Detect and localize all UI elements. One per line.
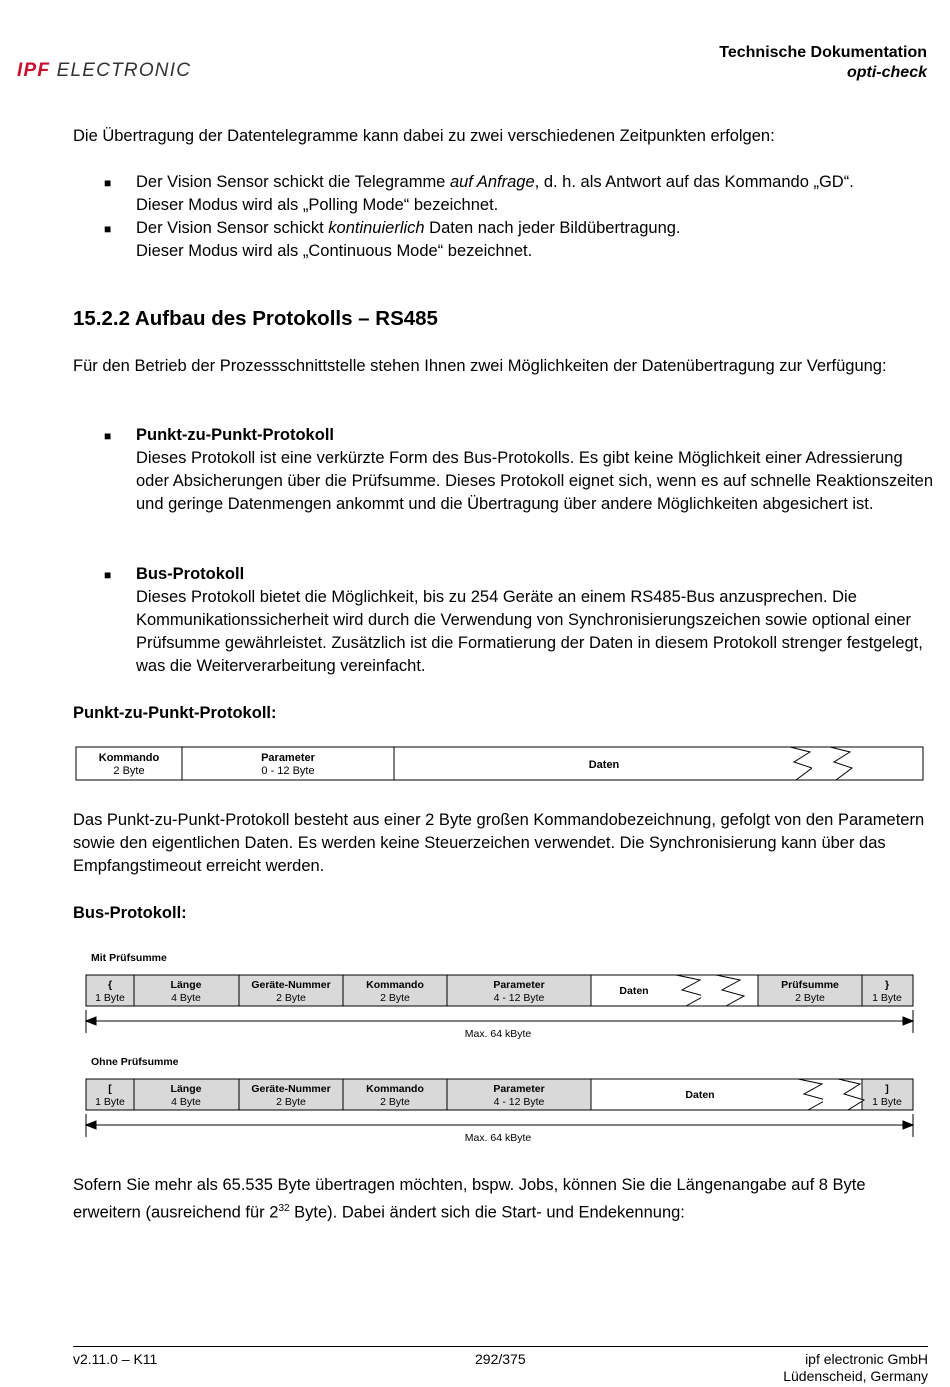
mode-item-polling: Der Vision Sensor schickt die Telegramme auf Anfrage, d. h. als Antwort auf das Kommando „GD“. Dieser Modus wird als „Polling Mode“ bezeichnet.: [136, 173, 854, 214]
p2p-cell-size: 0 - 12 Byte: [261, 765, 315, 777]
mode-item-continuous: Der Vision Sensor schickt kontinuierlich Daten nach jeder Bildübertragung. Dieser Modus wird als „Continuous Mode“ bezeichnet.: [136, 219, 681, 260]
bullet-icon: ■: [104, 222, 112, 236]
diagram-label-without-checksum: Ohne Prüfsumme: [91, 1056, 179, 1068]
diagram-label-with-checksum: Mit Prüfsumme: [91, 952, 167, 964]
bus-cell-size: 1 Byte: [95, 1096, 125, 1108]
bus-cell-size: 4 Byte: [171, 992, 201, 1004]
p2p-cell-size: 2 Byte: [113, 765, 145, 777]
intro-paragraph: Die Übertragung der Datentelegramme kann dabei zu zwei verschiedenen Zeitpunkten erfolgen:: [73, 127, 775, 145]
bus-cell-name: [: [108, 1083, 112, 1095]
span-label: Max. 64 kByte: [464, 1028, 532, 1040]
bus-cell-size: 2 Byte: [795, 992, 825, 1004]
p2p-heading: Punkt-zu-Punkt-Protokoll:: [73, 704, 277, 722]
bus-cell-size: 2 Byte: [380, 1096, 410, 1108]
p2p-cell-name: Daten: [588, 759, 620, 771]
bus-cell-name: Länge: [170, 1083, 202, 1095]
bus-cell-name: Prüfsumme: [781, 979, 839, 991]
bus-cell-size: 4 - 12 Byte: [493, 992, 545, 1004]
bus-cell-name: Geräte-Nummer: [251, 979, 331, 991]
logo-brand: IPF: [17, 60, 51, 81]
footer-divider: [73, 1346, 928, 1347]
closing-paragraph: Sofern Sie mehr als 65.535 Byte übertragen möchten, bspw. Jobs, können Sie die Längenangabe auf 8 Byte erweitern (ausreichend für $2^{32}$ Byte). Dabei ändert sich die Start- und Endekennung:: [73, 1176, 866, 1222]
bus-cell-size: 4 Byte: [171, 1096, 201, 1108]
bus-cell-size: 4 - 12 Byte: [493, 1096, 545, 1108]
section-heading: 15.2.2 Aufbau des Protokolls – RS485: [73, 307, 438, 330]
protocol-title: Bus-Protokoll: [136, 565, 245, 583]
p2p-cell-name: Parameter: [261, 752, 315, 764]
p2p-description: Das Punkt-zu-Punkt-Protokoll besteht aus einer 2 Byte großen Kommandobezeichnung, gefolgt von den Parametern sowie den eigentlichen Daten. Es werden keine Steuerzeichen verwendet. Die Synchronisierung kann über das Empfangstimeout erreicht werden.: [73, 811, 925, 875]
bullet-icon: ■: [104, 429, 112, 443]
document-title: Technische Dokumentation: [719, 44, 927, 61]
bus-cell-name: Kommando: [366, 1083, 424, 1095]
bus-row-without-checksum: [86, 1079, 913, 1110]
bullet-icon: ■: [104, 568, 112, 582]
bus-cell-name: Parameter: [493, 1083, 545, 1095]
bus-cell-name: Parameter: [493, 979, 545, 991]
protocol-title: Punkt-zu-Punkt-Protokoll: [136, 426, 334, 444]
bus-cell-name: Daten: [619, 985, 649, 997]
logo-text: ELECTRONIC: [56, 60, 192, 81]
bus-cell-size: 2 Byte: [276, 992, 306, 1004]
bullet-icon: ■: [104, 176, 112, 190]
bus-cell-size: 1 Byte: [95, 992, 125, 1004]
bus-row-with-checksum: [86, 975, 913, 1006]
bus-cell-name: Länge: [170, 979, 202, 991]
footer-page-number: 292/375: [475, 1351, 526, 1367]
bus-cell-size: 2 Byte: [276, 1096, 306, 1108]
document-subtitle: opti-check: [846, 64, 927, 81]
bus-protocol-diagram: [0, 940, 950, 1150]
bus-cell-name: {: [107, 979, 113, 991]
p2p-cell-name: Kommando: [98, 752, 160, 764]
protocol-body: Dieses Protokoll ist eine verkürzte Form des Bus-Protokolls. Es gibt keine Möglichkeit einer Adressierung oder Absicherungen über die Prüfsumme. Dieses Protokoll eignet sich, wenn es auf schnelle Reaktionszeiten und geringe Datenmengen ankommt und die Übertragung über andere Möglichkeiten abgesichert ist.: [136, 449, 934, 513]
span-label: Max. 64 kByte: [464, 1132, 532, 1144]
bus-cell-name: Geräte-Nummer: [251, 1083, 331, 1095]
bus-cell-name: Kommando: [366, 979, 424, 991]
bus-cell-name: }: [884, 979, 890, 991]
bus-heading: Bus-Protokoll:: [73, 904, 187, 922]
bus-cell-size: 1 Byte: [872, 992, 902, 1004]
bus-cell-size: 2 Byte: [380, 992, 410, 1004]
bus-cell-name: Daten: [685, 1089, 715, 1101]
protocol-body: Dieses Protokoll bietet die Möglichkeit, bis zu 254 Geräte an einem RS485-Bus anzusprechen. Die Kommunikationssicherheit wird durch die Verwendung von Synchronisierungszeichen sowie optional einer Prüfsumme gewährleistet. Zusätzlich ist die Formatierung der Daten in diesem Protokoll strenger festgelegt, was die Weiterverarbeitung vereinfacht.: [136, 588, 923, 675]
bus-cell-name: ]: [885, 1083, 889, 1095]
footer-version: v2.11.0 – K11: [73, 1351, 158, 1367]
section-intro: Für den Betrieb der Prozessschnittstelle stehen Ihnen zwei Möglichkeiten der Datenübertragung zur Verfügung:: [73, 357, 887, 375]
bus-cell-size: 1 Byte: [872, 1096, 902, 1108]
footer-company: ipf electronic GmbH Lüdenscheid, Germany: [783, 1351, 928, 1384]
